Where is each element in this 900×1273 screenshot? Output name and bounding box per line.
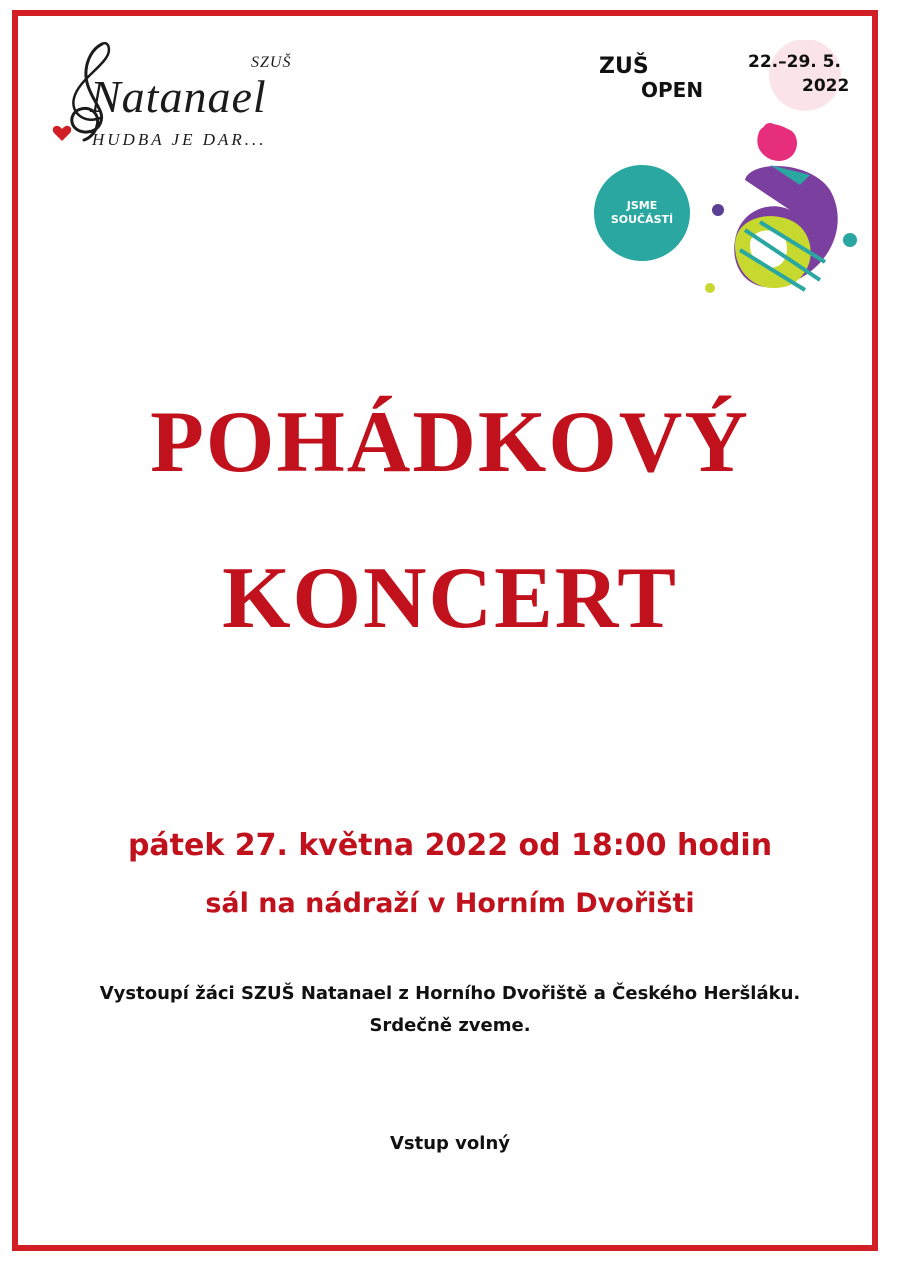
festival-year: 2022 xyxy=(802,76,850,96)
event-venue: sál na nádraží v Horním Dvořišti xyxy=(205,888,695,919)
badge-line-1: JSME xyxy=(626,199,658,212)
title-line-1: POHÁDKOVÝ xyxy=(150,394,750,491)
entry-text: Vstup volný xyxy=(389,1133,511,1154)
performers-text: Vystoupí žáci SZUŠ Natanael z Horního Dvořiště a Českého Heršláku. xyxy=(99,983,801,1004)
event-date-time: pátek 27. května 2022 od 18:00 hodin xyxy=(127,828,773,863)
festival-dates: 22.–29. 5. xyxy=(748,52,841,72)
natanael-logo xyxy=(50,38,310,158)
brand-open: OPEN xyxy=(641,78,704,102)
invitation-text: Srdečně zveme. xyxy=(369,1015,531,1036)
badge-line-2: SOUČÁSTÍ xyxy=(610,213,674,226)
zus-open-logo xyxy=(599,48,739,108)
logo-name-text: Natanael xyxy=(90,71,267,122)
logo-szus-text: SZUŠ xyxy=(251,54,292,71)
brand-zus: ZUŠ xyxy=(599,54,649,79)
logo-tagline: HUDBA JE DAR... xyxy=(92,130,267,149)
heart-icon xyxy=(52,124,72,142)
jsme-soucasti-badge xyxy=(594,165,690,261)
title-line-2: KONCERT xyxy=(222,550,678,647)
